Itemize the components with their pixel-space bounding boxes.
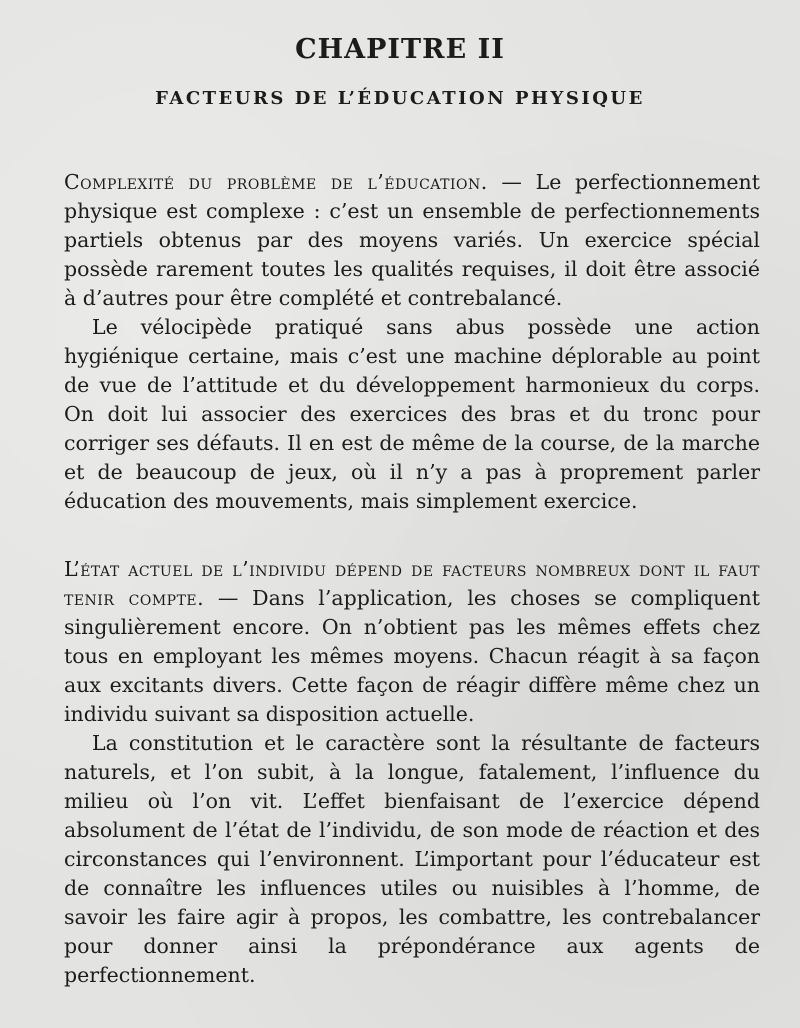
paragraph-text: Le perfectionnement physique est complexe : c’est un ensemble de perfectionnements partiels obtenus par des moyens variés. Un exercice spécial possède rarement toutes les qualités requises, il doit être associé à d’autres pour être complété et contrebalancé.: [64, 170, 760, 310]
section-heading: L’état actuel de l’individu dépend de facteurs nombreux dont il faut tenir compte.: [64, 557, 760, 610]
section-heading: Complexité du problème de l’éducation.: [64, 170, 488, 194]
chapter-title: CHAPITRE II: [295, 34, 505, 65]
em-dash: —: [204, 586, 253, 610]
section-complexite: [64, 168, 760, 516]
paragraph-text: Dans l’application, les choses se compliquent singulièrement encore. On n’obtient pas les mêmes effets chez tous en employant les mêmes moyens. Chacun réagit à sa façon aux excitants divers. Cette façon de réagir diffère même chez un individu suivant sa disposition actuelle.: [64, 586, 760, 726]
paragraph: [64, 555, 760, 729]
paragraph: Le vélocipède pratiqué sans abus possède une action hygiénique certaine, mais c’est une machine déplorable au point de vue de l’attitude et du développement harmonieux du corps. On doit lui associer des exercices des bras et du tronc pour corriger ses défauts. Il en est de même de la course, de la marche et de beaucoup de jeux, où il n’y a pas à proprement parler éducation des mouvements, mais simplement exercice.: [64, 315, 760, 513]
paragraph: La constitution et le caractère sont la résultante de facteurs naturels, et l’on subit, à la longue, fatalement, l’influence du milieu où l’on vit. L’effet bienfaisant de l’exercice dépend absolument de l’état de l’individu, de son mode de réaction et des circonstances qui l’environnent. L’important pour l’éducateur est de connaître les influences utiles ou nuisibles à l’homme, de savoir les faire agir à propos, les combattre, les contrebalancer pour donner ainsi la prépondérance aux agents de perfectionnement.: [64, 731, 760, 987]
section-etat-actuel: [64, 555, 760, 990]
chapter-subtitle: FACTEURS DE L’ÉDUCATION PHYSIQUE: [155, 88, 645, 109]
em-dash: —: [487, 170, 536, 194]
paragraph: [64, 168, 760, 313]
